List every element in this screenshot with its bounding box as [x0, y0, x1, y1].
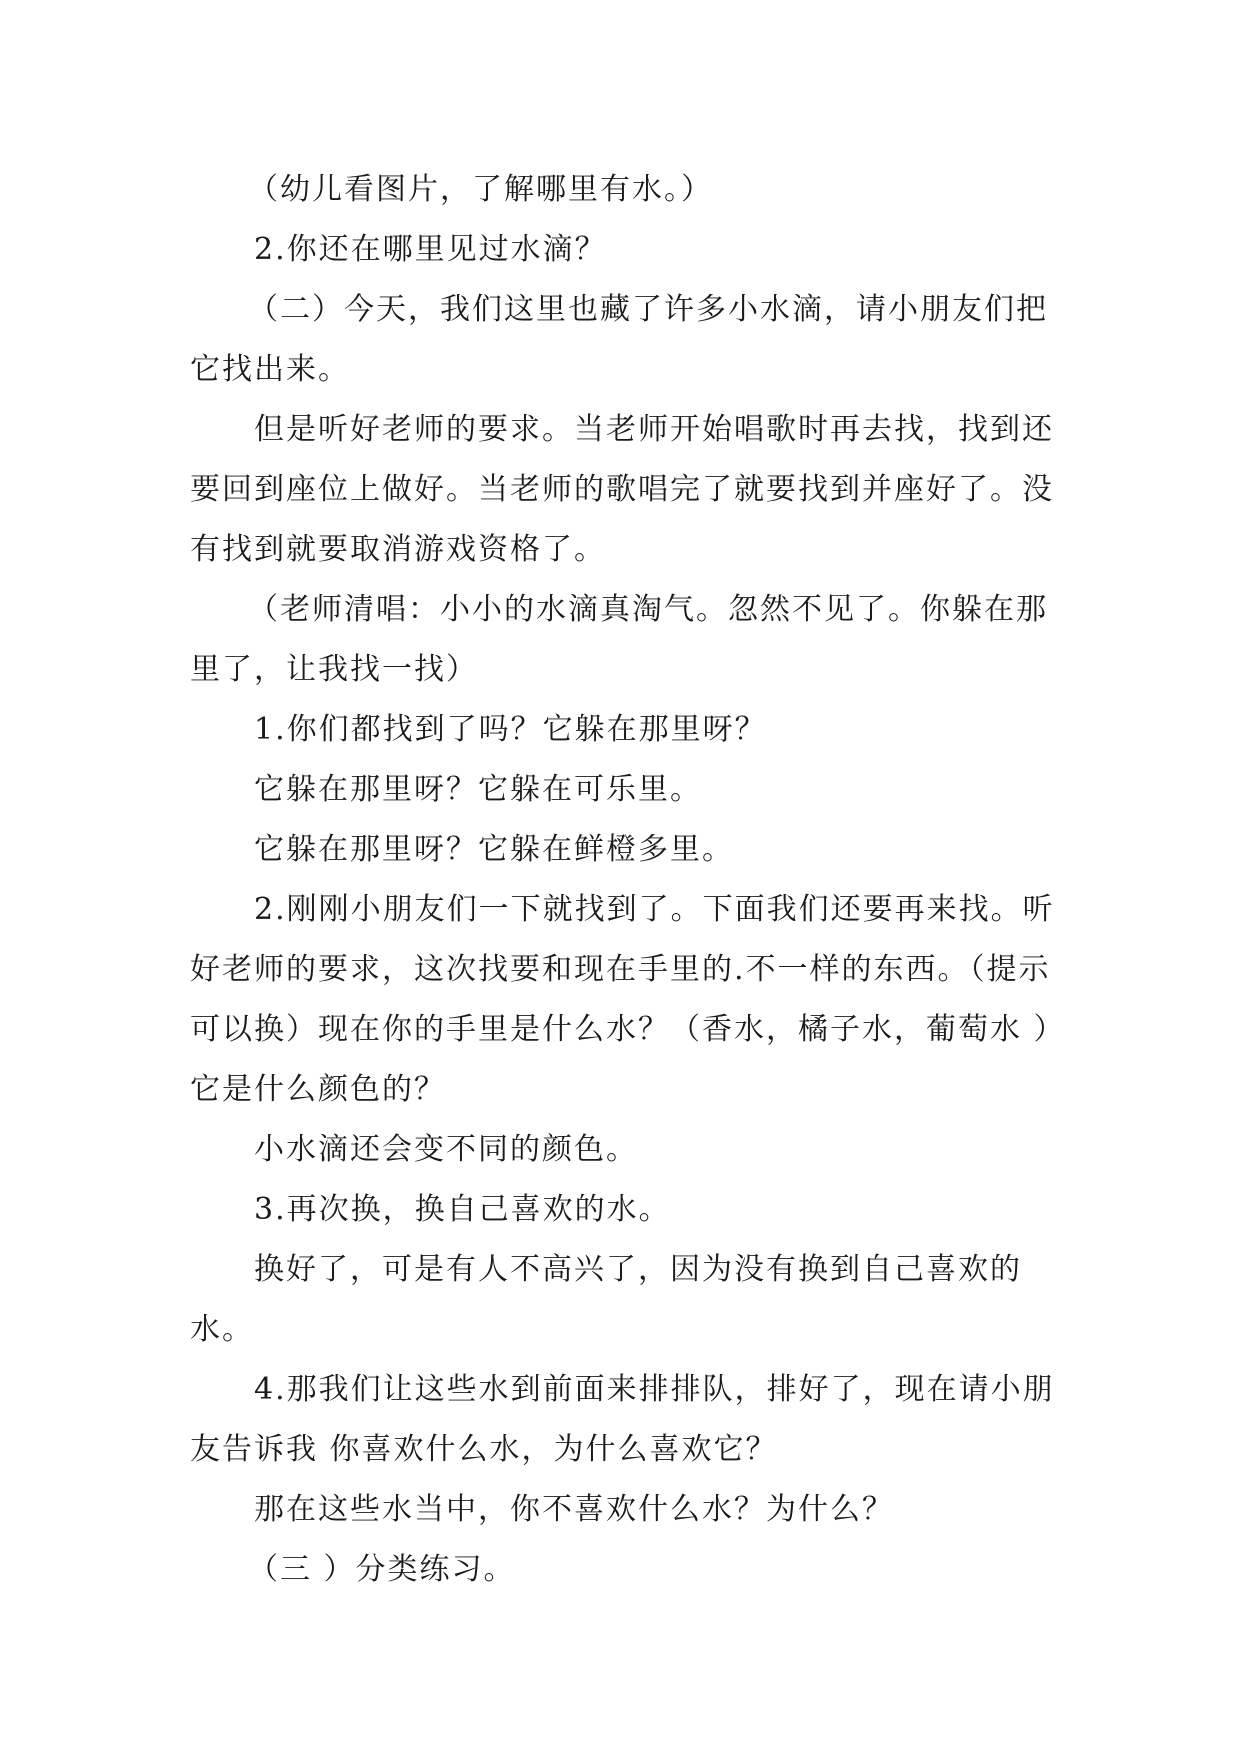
paragraph: 2.刚刚小朋友们一下就找到了。下面我们还要再来找。听好老师的要求，这次找要和现在手里的.不一样的东西。（提示可以换）现在你的手里是什么水？（香水，橘子水，葡萄水 ）它是什么颜色的？ [190, 892, 1066, 1107]
paragraph: 那在这些水当中，你不喜欢什么水？为什么？ [254, 1492, 894, 1527]
paragraph: 换好了，可是有人不高兴了，因为没有换到自己喜欢的水。 [190, 1252, 1022, 1347]
paragraph: 它躲在那里呀？它躲在可乐里。 [254, 772, 702, 807]
paragraph: 4.那我们让这些水到前面来排排队，排好了，现在请小朋友告诉我 你喜欢什么水，为什么喜欢它？ [190, 1372, 1055, 1467]
paragraph: （三 ）分类练习。 [248, 1552, 516, 1587]
paragraph: 它躲在那里呀？它躲在鲜橙多里。 [254, 832, 734, 867]
document-body [190, 160, 1070, 1600]
paragraph: （二）今天，我们这里也藏了许多小水滴，请小朋友们把它找出来。 [190, 292, 1048, 387]
paragraph: 但是听好老师的要求。当老师开始唱歌时再去找，找到还要回到座位上做好。当老师的歌唱完了就要找到并座好了。没有找到就要取消游戏资格了。 [190, 412, 1054, 567]
paragraph: 小水滴还会变不同的颜色。 [254, 1132, 638, 1167]
paragraph: 2.你还在哪里见过水滴？ [254, 232, 607, 267]
paragraph: （老师清唱：小小的水滴真淘气。忽然不见了。你躲在那里了，让我找一找） [190, 592, 1048, 687]
paragraph: 1.你们都找到了吗？它躲在那里呀？ [254, 712, 767, 747]
paragraph: （幼儿看图片，了解哪里有水。） [248, 172, 713, 207]
paragraph: 3.再次换，换自己喜欢的水。 [254, 1192, 671, 1227]
